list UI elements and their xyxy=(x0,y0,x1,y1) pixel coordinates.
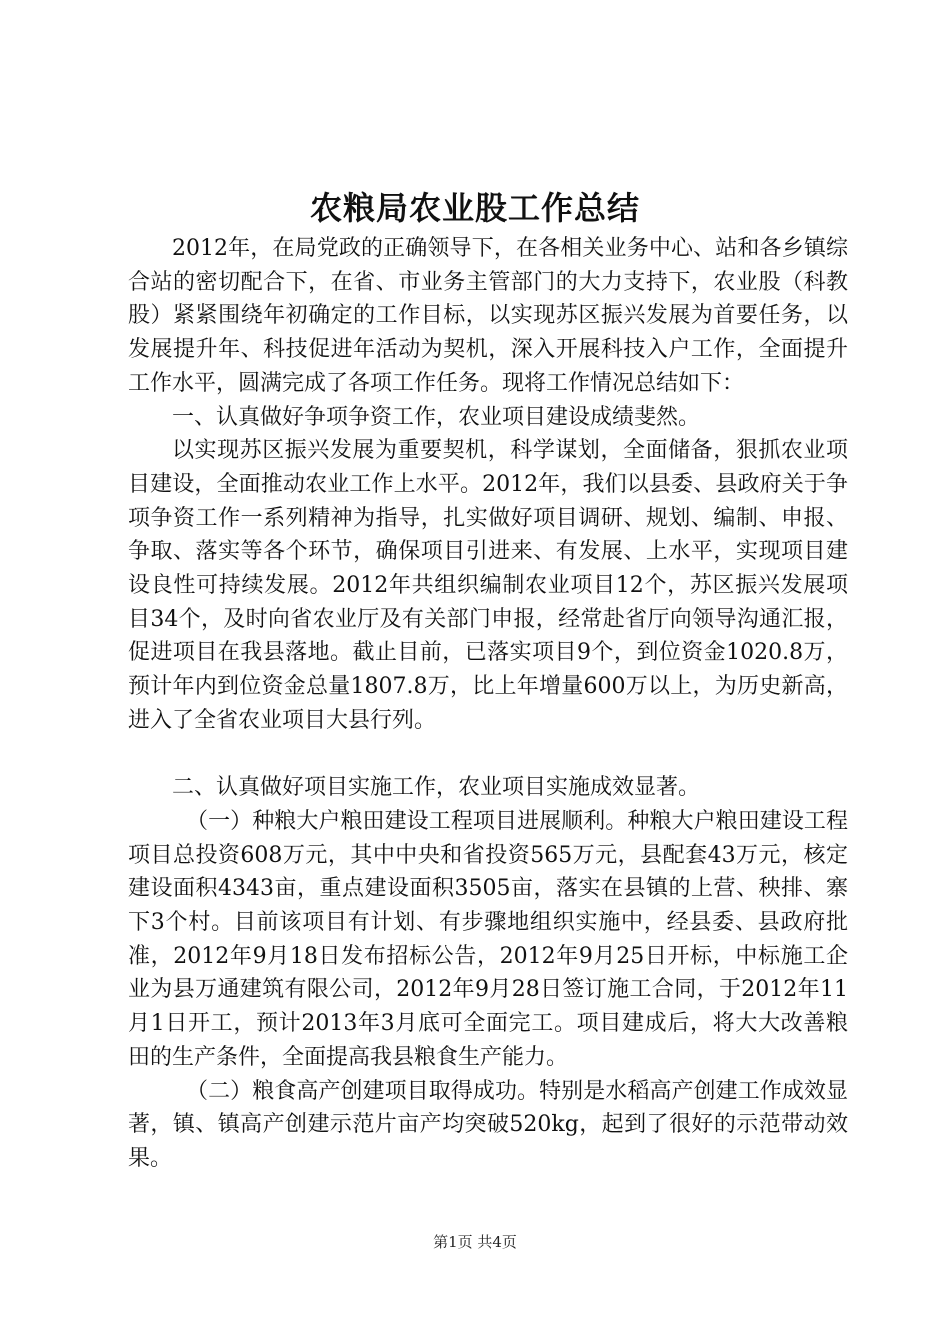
document-body xyxy=(128,232,848,1176)
page-number-footer: 第1页 共4页 xyxy=(433,1233,517,1251)
section-2-item-1-paragraph: （一）种粮大户粮田建设工程项目进展顺利。种粮大户粮田建设工程项目总投资608万元，其中中央和省投资565万元，县配套43万元，核定建设面积4343亩，重点建设面积3505亩，落实在县镇的上营、秧排、寨下3个村。目前该项目有计划、有步骤地组织实施中，经县委、县政府批准，2012年9月18日发布招标公告，2012年9月25日开标，中标施工企业为县万通建筑有限公司，2012年9月28日签订施工合同，于2012年11月1日开工，预计2013年3月底可全面完工。项目建成后，将大大改善粮田的生产条件，全面提高我县粮食生产能力。 xyxy=(128,808,848,1070)
intro-paragraph: 2012年，在局党政的正确领导下，在各相关业务中心、站和各乡镇综合站的密切配合下，在省、市业务主管部门的大力支持下，农业股（科教股）紧紧围绕年初确定的工作目标，以实现苏区振兴发展为首要任务，以发展提升年、科技促进年活动为契机，深入开展科技入户工作，全面提升工作水平，圆满完成了各项工作任务。现将工作情况总结如下： xyxy=(128,236,848,396)
section-2-item-2-paragraph: （二）粮食高产创建项目取得成功。特别是水稻高产创建工作成效显著，镇、镇高产创建示范片亩产均突破520kg，起到了很好的示范带动效果。 xyxy=(128,1078,848,1171)
section-heading-2: 二、认真做好项目实施工作，农业项目实施成效显著。 xyxy=(172,775,701,801)
section-heading-1: 一、认真做好争项争资工作，农业项目建设成绩斐然。 xyxy=(172,404,701,430)
section-1-paragraph: 以实现苏区振兴发展为重要契机，科学谋划，全面储备，狠抓农业项目建设，全面推动农业工作上水平。2012年，我们以县委、县政府关于争项争资工作一系列精神为指导，扎实做好项目调研、规划、编制、申报、争取、落实等各个环节，确保项目引进来、有发展、上水平，实现项目建设良性可持续发展。2012年共组织编制农业项目12个，苏区振兴发展项目34个，及时向省农业厅及有关部门申报，经常赴省厅向领导沟通汇报，促进项目在我县落地。截止目前，已落实项目9个，到位资金1020.8万，预计年内到位资金总量1807.8万，比上年增量600万以上，为历史新高，进入了全省农业项目大县行列。 xyxy=(128,438,848,733)
document-title: 农粮局农业股工作总结 xyxy=(309,189,640,227)
